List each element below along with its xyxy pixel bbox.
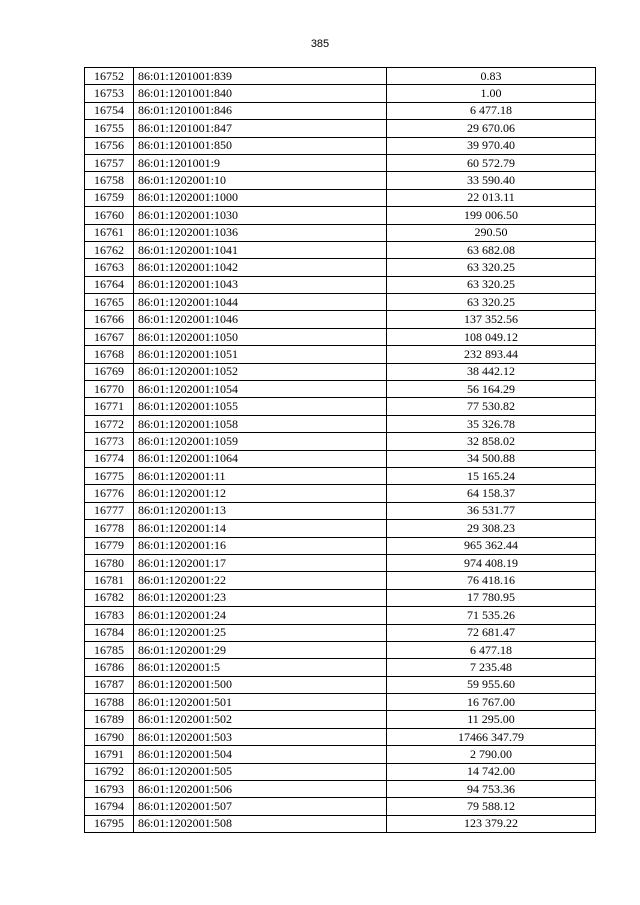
row-number-cell: 16764 xyxy=(85,276,134,293)
table-row xyxy=(85,711,596,728)
cadastral-number-cell: 86:01:1202001:10 xyxy=(134,172,387,189)
row-number-cell: 16779 xyxy=(85,537,134,554)
cadastral-number-cell: 86:01:1202001:1064 xyxy=(134,450,387,467)
cadastral-number-cell: 86:01:1202001:29 xyxy=(134,641,387,658)
table-row xyxy=(85,328,596,345)
table-row xyxy=(85,172,596,189)
row-number-cell: 16778 xyxy=(85,520,134,537)
value-cell: 72 681.47 xyxy=(387,624,596,641)
value-cell: 79 588.12 xyxy=(387,798,596,815)
table-row xyxy=(85,676,596,693)
table-row xyxy=(85,659,596,676)
table-body xyxy=(85,68,596,833)
value-cell: 56 164.29 xyxy=(387,381,596,398)
value-cell: 39 970.40 xyxy=(387,137,596,154)
table-row xyxy=(85,502,596,519)
row-number-cell: 16789 xyxy=(85,711,134,728)
row-number-cell: 16773 xyxy=(85,433,134,450)
value-cell: 232 893.44 xyxy=(387,346,596,363)
value-cell: 199 006.50 xyxy=(387,207,596,224)
row-number-cell: 16781 xyxy=(85,572,134,589)
cadastral-number-cell: 86:01:1202001:500 xyxy=(134,676,387,693)
table-row xyxy=(85,694,596,711)
table-row xyxy=(85,781,596,798)
table-row xyxy=(85,415,596,432)
cadastral-number-cell: 86:01:1201001:839 xyxy=(134,68,387,85)
row-number-cell: 16774 xyxy=(85,450,134,467)
cadastral-number-cell: 86:01:1201001:847 xyxy=(134,120,387,137)
value-cell: 29 670.06 xyxy=(387,120,596,137)
page-number: 385 xyxy=(310,38,330,50)
value-cell: 29 308.23 xyxy=(387,520,596,537)
value-cell: 33 590.40 xyxy=(387,172,596,189)
table-row xyxy=(85,363,596,380)
cadastral-number-cell: 86:01:1202001:14 xyxy=(134,520,387,537)
row-number-cell: 16763 xyxy=(85,259,134,276)
table-row xyxy=(85,68,596,85)
cadastral-number-cell: 86:01:1202001:508 xyxy=(134,815,387,832)
table-row xyxy=(85,798,596,815)
row-number-cell: 16759 xyxy=(85,189,134,206)
cadastral-number-cell: 86:01:1202001:1046 xyxy=(134,311,387,328)
cadastral-number-cell: 86:01:1202001:506 xyxy=(134,781,387,798)
value-cell: 76 418.16 xyxy=(387,572,596,589)
table-row xyxy=(85,467,596,484)
cadastral-number-cell: 86:01:1202001:1030 xyxy=(134,207,387,224)
row-number-cell: 16793 xyxy=(85,781,134,798)
table-row xyxy=(85,346,596,363)
row-number-cell: 16769 xyxy=(85,363,134,380)
table-row xyxy=(85,537,596,554)
table-row xyxy=(85,763,596,780)
row-number-cell: 16757 xyxy=(85,154,134,171)
row-number-cell: 16790 xyxy=(85,728,134,745)
cadastral-number-cell: 86:01:1202001:504 xyxy=(134,746,387,763)
table-row xyxy=(85,624,596,641)
value-cell: 15 165.24 xyxy=(387,467,596,484)
value-cell: 63 320.25 xyxy=(387,294,596,311)
cadastral-number-cell: 86:01:1202001:25 xyxy=(134,624,387,641)
table-row xyxy=(85,294,596,311)
row-number-cell: 16788 xyxy=(85,694,134,711)
cadastral-number-cell: 86:01:1202001:502 xyxy=(134,711,387,728)
table-row xyxy=(85,224,596,241)
cadastral-number-cell: 86:01:1202001:13 xyxy=(134,502,387,519)
value-cell: 2 790.00 xyxy=(387,746,596,763)
table-row xyxy=(85,589,596,606)
row-number-cell: 16754 xyxy=(85,102,134,119)
value-cell: 17466 347.79 xyxy=(387,728,596,745)
table-row xyxy=(85,607,596,624)
value-cell: 11 295.00 xyxy=(387,711,596,728)
row-number-cell: 16792 xyxy=(85,763,134,780)
cadastral-number-cell: 86:01:1202001:16 xyxy=(134,537,387,554)
value-cell: 1.00 xyxy=(387,85,596,102)
cadastral-number-cell: 86:01:1202001:1054 xyxy=(134,381,387,398)
table-row xyxy=(85,641,596,658)
value-cell: 22 013.11 xyxy=(387,189,596,206)
table-row xyxy=(85,311,596,328)
table-row xyxy=(85,154,596,171)
row-number-cell: 16776 xyxy=(85,485,134,502)
value-cell: 60 572.79 xyxy=(387,154,596,171)
table-row xyxy=(85,485,596,502)
cadastral-number-cell: 86:01:1202001:1036 xyxy=(134,224,387,241)
table-row xyxy=(85,433,596,450)
value-cell: 63 320.25 xyxy=(387,276,596,293)
cadastral-number-cell: 86:01:1202001:1000 xyxy=(134,189,387,206)
value-cell: 16 767.00 xyxy=(387,694,596,711)
cadastral-value-table xyxy=(84,67,596,833)
cadastral-number-cell: 86:01:1202001:1050 xyxy=(134,328,387,345)
value-cell: 34 500.88 xyxy=(387,450,596,467)
row-number-cell: 16785 xyxy=(85,641,134,658)
table-row xyxy=(85,207,596,224)
value-cell: 14 742.00 xyxy=(387,763,596,780)
cadastral-number-cell: 86:01:1202001:1052 xyxy=(134,363,387,380)
row-number-cell: 16782 xyxy=(85,589,134,606)
cadastral-number-cell: 86:01:1202001:505 xyxy=(134,763,387,780)
table-row xyxy=(85,189,596,206)
cadastral-number-cell: 86:01:1202001:5 xyxy=(134,659,387,676)
cadastral-number-cell: 86:01:1202001:1043 xyxy=(134,276,387,293)
value-cell: 64 158.37 xyxy=(387,485,596,502)
row-number-cell: 16780 xyxy=(85,554,134,571)
table-row xyxy=(85,450,596,467)
row-number-cell: 16784 xyxy=(85,624,134,641)
cadastral-number-cell: 86:01:1202001:1051 xyxy=(134,346,387,363)
row-number-cell: 16768 xyxy=(85,346,134,363)
value-cell: 38 442.12 xyxy=(387,363,596,380)
value-cell: 6 477.18 xyxy=(387,102,596,119)
cadastral-number-cell: 86:01:1202001:1058 xyxy=(134,415,387,432)
row-number-cell: 16762 xyxy=(85,241,134,258)
row-number-cell: 16791 xyxy=(85,746,134,763)
table-row xyxy=(85,746,596,763)
row-number-cell: 16795 xyxy=(85,815,134,832)
cadastral-number-cell: 86:01:1201001:9 xyxy=(134,154,387,171)
cadastral-number-cell: 86:01:1202001:1042 xyxy=(134,259,387,276)
value-cell: 32 858.02 xyxy=(387,433,596,450)
table-row xyxy=(85,120,596,137)
table-row xyxy=(85,554,596,571)
cadastral-number-cell: 86:01:1202001:11 xyxy=(134,467,387,484)
value-cell: 965 362.44 xyxy=(387,537,596,554)
cadastral-number-cell: 86:01:1202001:24 xyxy=(134,607,387,624)
cadastral-number-cell: 86:01:1202001:22 xyxy=(134,572,387,589)
table-row xyxy=(85,520,596,537)
row-number-cell: 16777 xyxy=(85,502,134,519)
value-cell: 35 326.78 xyxy=(387,415,596,432)
table-row xyxy=(85,398,596,415)
row-number-cell: 16756 xyxy=(85,137,134,154)
cadastral-number-cell: 86:01:1202001:503 xyxy=(134,728,387,745)
value-cell: 17 780.95 xyxy=(387,589,596,606)
value-cell: 108 049.12 xyxy=(387,328,596,345)
row-number-cell: 16787 xyxy=(85,676,134,693)
value-cell: 63 682.08 xyxy=(387,241,596,258)
value-cell: 94 753.36 xyxy=(387,781,596,798)
row-number-cell: 16766 xyxy=(85,311,134,328)
row-number-cell: 16760 xyxy=(85,207,134,224)
cadastral-number-cell: 86:01:1202001:23 xyxy=(134,589,387,606)
row-number-cell: 16758 xyxy=(85,172,134,189)
value-cell: 71 535.26 xyxy=(387,607,596,624)
row-number-cell: 16775 xyxy=(85,467,134,484)
cadastral-number-cell: 86:01:1201001:850 xyxy=(134,137,387,154)
value-cell: 7 235.48 xyxy=(387,659,596,676)
table-row xyxy=(85,241,596,258)
row-number-cell: 16772 xyxy=(85,415,134,432)
row-number-cell: 16767 xyxy=(85,328,134,345)
value-cell: 36 531.77 xyxy=(387,502,596,519)
table-row xyxy=(85,137,596,154)
row-number-cell: 16755 xyxy=(85,120,134,137)
cadastral-number-cell: 86:01:1202001:507 xyxy=(134,798,387,815)
value-cell: 77 530.82 xyxy=(387,398,596,415)
cadastral-number-cell: 86:01:1202001:1041 xyxy=(134,241,387,258)
value-cell: 974 408.19 xyxy=(387,554,596,571)
value-cell: 59 955.60 xyxy=(387,676,596,693)
table-row xyxy=(85,815,596,832)
row-number-cell: 16761 xyxy=(85,224,134,241)
table-row xyxy=(85,102,596,119)
cadastral-number-cell: 86:01:1202001:12 xyxy=(134,485,387,502)
row-number-cell: 16794 xyxy=(85,798,134,815)
cadastral-number-cell: 86:01:1202001:1059 xyxy=(134,433,387,450)
row-number-cell: 16786 xyxy=(85,659,134,676)
cadastral-number-cell: 86:01:1201001:846 xyxy=(134,102,387,119)
value-cell: 137 352.56 xyxy=(387,311,596,328)
value-cell: 0.83 xyxy=(387,68,596,85)
value-cell: 6 477.18 xyxy=(387,641,596,658)
cadastral-number-cell: 86:01:1202001:1044 xyxy=(134,294,387,311)
table-row xyxy=(85,728,596,745)
table-row xyxy=(85,259,596,276)
row-number-cell: 16771 xyxy=(85,398,134,415)
cadastral-number-cell: 86:01:1202001:501 xyxy=(134,694,387,711)
table-row xyxy=(85,572,596,589)
value-cell: 123 379.22 xyxy=(387,815,596,832)
row-number-cell: 16752 xyxy=(85,68,134,85)
table-row xyxy=(85,276,596,293)
cadastral-number-cell: 86:01:1202001:17 xyxy=(134,554,387,571)
cadastral-number-cell: 86:01:1202001:1055 xyxy=(134,398,387,415)
row-number-cell: 16783 xyxy=(85,607,134,624)
table-row xyxy=(85,85,596,102)
row-number-cell: 16770 xyxy=(85,381,134,398)
value-cell: 63 320.25 xyxy=(387,259,596,276)
row-number-cell: 16765 xyxy=(85,294,134,311)
value-cell: 290.50 xyxy=(387,224,596,241)
table-row xyxy=(85,381,596,398)
row-number-cell: 16753 xyxy=(85,85,134,102)
cadastral-number-cell: 86:01:1201001:840 xyxy=(134,85,387,102)
